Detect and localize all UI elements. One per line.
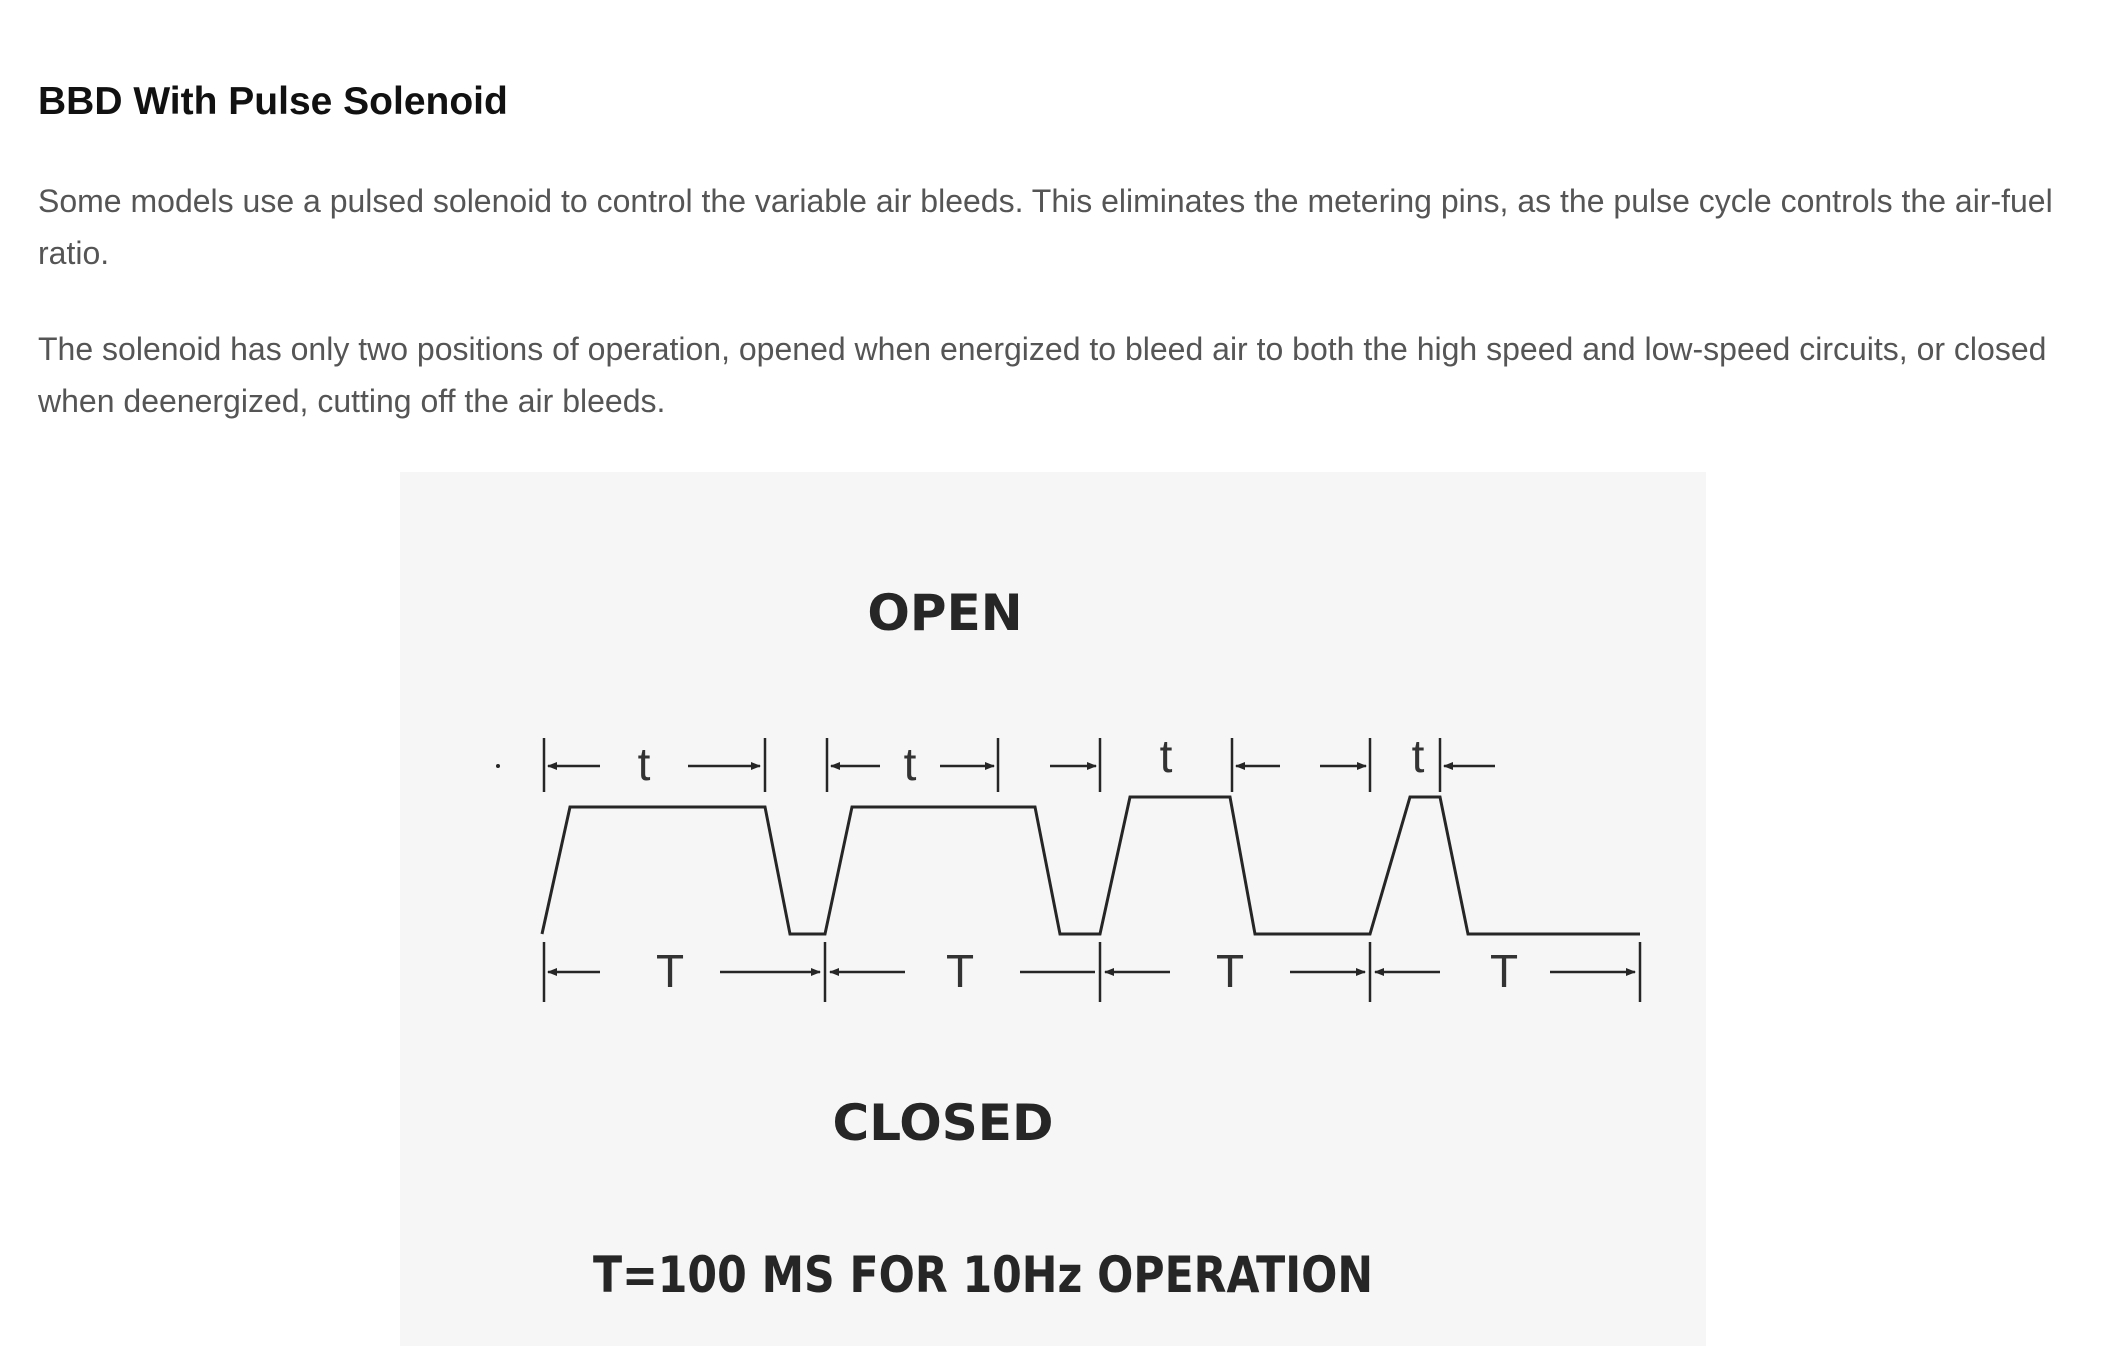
article-heading: BBD With Pulse Solenoid — [38, 80, 508, 123]
t-label-4: t — [1411, 730, 1425, 782]
T-label-2: T — [945, 945, 975, 997]
figure-caption: T=100 MS FOR 10Hz OPERATION — [593, 1246, 1373, 1304]
t-label-2: t — [903, 738, 917, 790]
t-label-1: t — [637, 738, 651, 790]
article — [38, 70, 2078, 419]
pulse-waveform-diagram — [400, 472, 1706, 1346]
open-label: OPEN — [867, 584, 1023, 642]
pulse-solenoid-diagram — [400, 472, 1706, 1346]
pulse-waveform — [542, 797, 1640, 934]
T-label-1: T — [655, 945, 685, 997]
closed-label: CLOSED — [832, 1094, 1054, 1152]
t-label-3: t — [1159, 730, 1173, 782]
article-paragraph-1: Some models use a pulsed solenoid to control the variable air bleeds. This eliminates the metering pins, as the pulse cycle controls the air-fuel ratio. — [38, 183, 2053, 271]
T-label-4: T — [1489, 945, 1519, 997]
pulse-width-markers — [544, 738, 1495, 792]
period-markers — [544, 942, 1640, 1002]
pulse-width-labels — [638, 730, 1425, 790]
article-paragraph-2: The solenoid has only two positions of operation, opened when energized to bleed air to both the high speed and low-speed circuits, or closed when deenergized, cutting off the air bleeds. — [38, 331, 2047, 419]
T-label-3: T — [1215, 945, 1245, 997]
